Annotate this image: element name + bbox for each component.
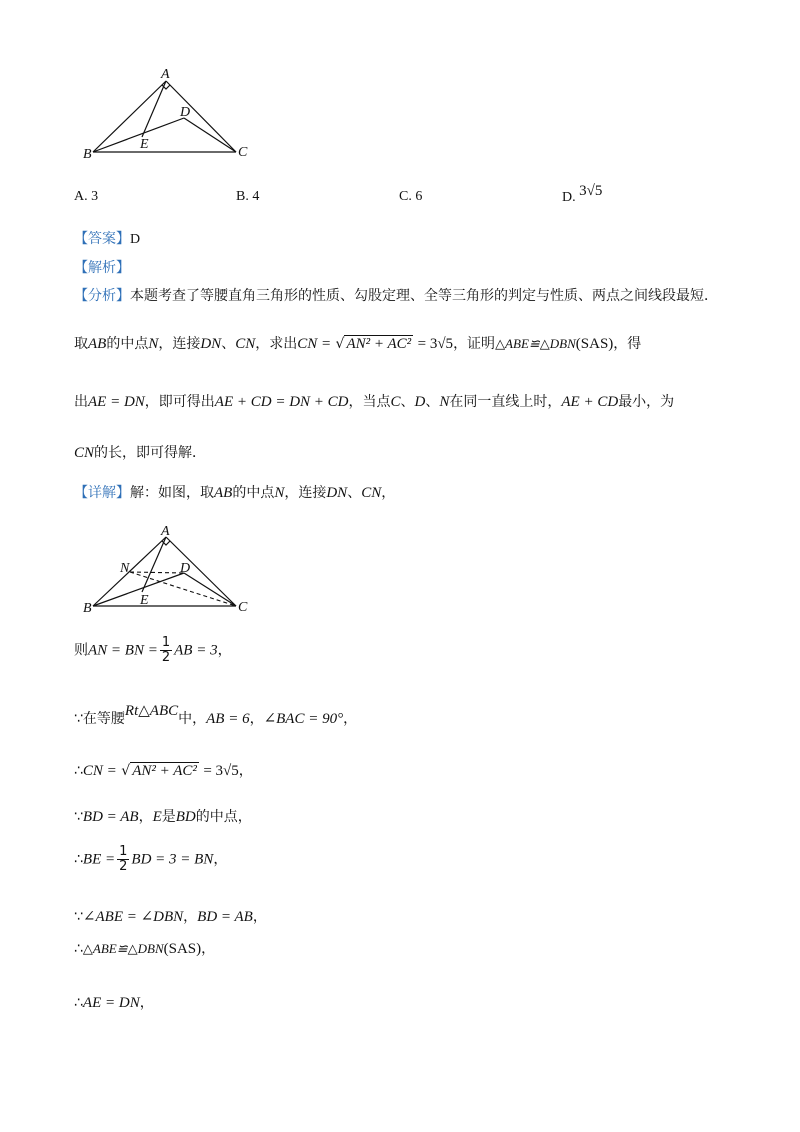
denominator: 2 [119, 859, 128, 874]
option-letter: D. [562, 190, 576, 205]
text: ，当点 [348, 394, 391, 410]
answer-line [74, 228, 140, 248]
text: 、 [425, 394, 440, 410]
option-letter: A. [74, 189, 88, 204]
text: 最小，为 [618, 394, 675, 410]
because-symbol: ∵ [74, 711, 83, 727]
option-value: 3 [91, 189, 99, 204]
label-E: E [140, 137, 149, 152]
text: ，连接 [158, 336, 201, 352]
step-3: ∴CN = √ AN² + AC² = 3√5， [74, 763, 253, 779]
text: ，即可得出 [144, 394, 215, 410]
text: ， [217, 642, 232, 659]
label-N: N [120, 561, 130, 576]
figure-triangle-2 [80, 522, 260, 622]
xiangjie-tag: 【详解】 [74, 485, 130, 501]
numerator: 1 [119, 844, 128, 859]
text: ， [201, 941, 216, 957]
fenxi-line-4 [74, 442, 206, 462]
math: BD = AB [82, 809, 139, 825]
math: AB = 3 [174, 642, 218, 659]
text: 是 [161, 809, 176, 825]
label-B: B [83, 147, 92, 162]
math: Rt△ABC [124, 703, 179, 719]
math: AE + CD [561, 394, 619, 410]
denominator: 2 [161, 650, 171, 665]
step-6 [74, 906, 267, 926]
text: 、 [400, 394, 415, 410]
math: E [152, 809, 162, 825]
fenxi-line-2: 取AB的中点N，连接DN、CN，求出CN = √ AN² + AC² = 3√5，证明△ABE≌△DBN(SAS)，得 [74, 336, 642, 352]
fraction [117, 845, 129, 874]
math: DN [326, 485, 348, 501]
option-letter: C. [399, 189, 412, 204]
text: 、 [221, 336, 236, 352]
fenxi-tag: 【分析】 [74, 288, 130, 304]
text: 在等腰 [82, 711, 125, 727]
math: AB [88, 336, 107, 352]
therefore-symbol: ∴ [74, 941, 83, 957]
label-B: B [83, 601, 92, 616]
math: BD = 3 = BN [131, 851, 214, 868]
text: 取 [74, 336, 88, 352]
because-symbol: ∵ [74, 809, 83, 825]
answer-value: D [130, 232, 141, 247]
math: CN [74, 445, 95, 461]
figure-triangle-1 [80, 60, 260, 165]
math: N [274, 485, 285, 501]
option-value: 3√5 [579, 183, 603, 199]
label-C: C [238, 145, 248, 160]
text: ， [238, 763, 253, 779]
text: 的中点 [232, 485, 275, 501]
label-D: D [180, 105, 191, 120]
math: AB = 6 [206, 711, 250, 727]
therefore-symbol: ∴ [74, 995, 83, 1011]
math: BD = AB [197, 909, 253, 925]
step-1 [74, 636, 232, 665]
math: ∠ABE = ∠DBN [82, 909, 184, 925]
label-E: E [140, 593, 149, 608]
math: (SAS) [163, 941, 202, 957]
math: CN [361, 485, 382, 501]
fenxi-line-3 [74, 391, 674, 411]
text: ，求出 [255, 336, 298, 352]
because-symbol: ∵ [74, 909, 83, 925]
text: 出 [74, 394, 88, 410]
math: D [414, 394, 426, 410]
step-4 [74, 806, 252, 826]
therefore-symbol: ∴ [74, 851, 83, 868]
math: (SAS) [575, 336, 614, 352]
text: ，得 [613, 336, 642, 352]
math: CN = [82, 763, 117, 779]
option-value: 4 [252, 189, 260, 204]
text: 解：如图，取 [130, 485, 214, 501]
option-b[interactable] [236, 189, 259, 205]
text: 、 [347, 485, 362, 501]
label-A: A [161, 67, 170, 82]
text: 的长，即可得解． [94, 445, 207, 461]
math-sqrt: AN² + AC² [132, 763, 197, 779]
math: ∠BAC = 90° [263, 711, 344, 727]
label-C: C [238, 600, 248, 615]
text: 的中点， [195, 809, 252, 825]
option-a[interactable] [74, 189, 98, 205]
analysis-tag: 【解析】 [74, 260, 130, 276]
therefore-symbol: ∴ [74, 763, 83, 779]
math: BD [175, 809, 196, 825]
math: DN [200, 336, 222, 352]
math: AB [214, 485, 233, 501]
answer-tag: 【答案】 [74, 231, 130, 247]
math: CN = [297, 336, 332, 352]
step-5 [74, 845, 227, 874]
math: = 3√5 [203, 763, 239, 779]
option-value: 6 [415, 189, 423, 204]
math: AE + CD = DN + CD [214, 394, 349, 410]
math-sqrt: AN² + AC² [346, 336, 412, 352]
math: N [439, 394, 450, 410]
text: ， [139, 995, 154, 1011]
fenxi-text: 本题考查了等腰直角三角形的性质、勾股定理、全等三角形的判定与性质、两点之间线段最短． [130, 288, 718, 304]
text: ， [183, 909, 198, 925]
step-8 [74, 992, 154, 1012]
xiangjie-line [74, 482, 395, 502]
text: ， [343, 711, 358, 727]
math: N [148, 336, 159, 352]
text: 的中点 [106, 336, 149, 352]
math: △ABE≌△DBN [495, 336, 576, 351]
fraction [160, 636, 172, 665]
text: 在同一直线上时， [449, 394, 562, 410]
text: ， [138, 809, 153, 825]
math: C [390, 394, 401, 410]
text: 则 [74, 642, 88, 659]
math: CN [235, 336, 256, 352]
text: ， [213, 851, 228, 868]
text: ， [252, 909, 267, 925]
text: ， [381, 485, 396, 501]
text: ，证明 [453, 336, 496, 352]
text: 中， [178, 711, 207, 727]
math: BE = [82, 851, 116, 868]
step-2 [74, 703, 358, 728]
math: AE = DN [82, 995, 140, 1011]
label-D: D [180, 561, 191, 576]
text: ， [249, 711, 264, 727]
math: AE = DN [88, 394, 145, 410]
step-7 [74, 938, 215, 958]
text: ，连接 [284, 485, 327, 501]
option-c[interactable] [399, 189, 422, 205]
math: △ABE≌△DBN [82, 941, 164, 956]
fenxi-line-1 [74, 285, 718, 305]
label-A: A [161, 524, 170, 539]
numerator: 1 [161, 635, 171, 650]
option-d[interactable] [562, 183, 603, 205]
math: AN = BN = [88, 642, 158, 659]
option-letter: B. [236, 189, 249, 204]
math: = 3√5 [417, 336, 454, 352]
